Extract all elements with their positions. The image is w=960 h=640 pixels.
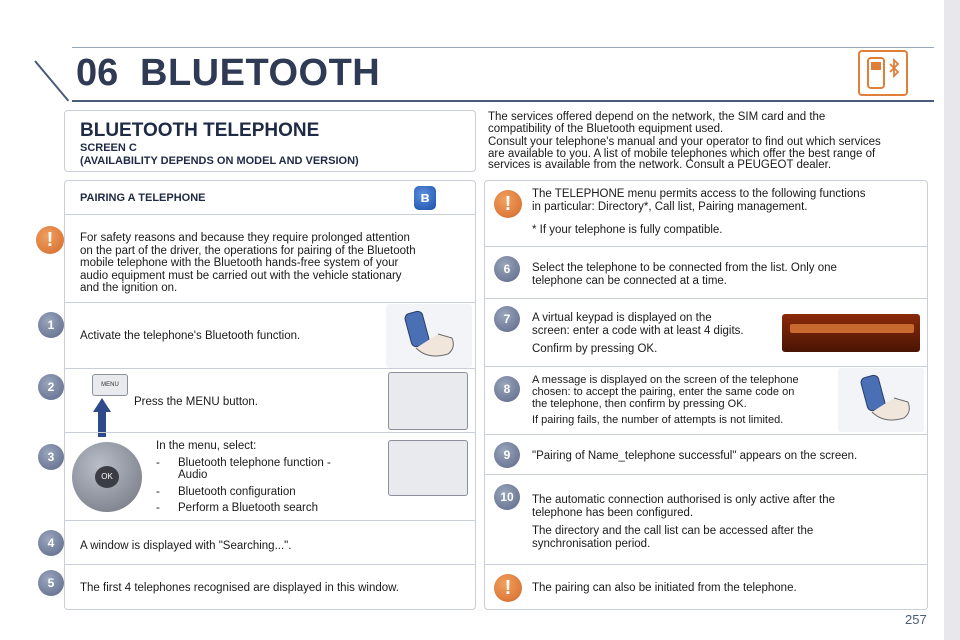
step2-text: Press the MENU button. — [134, 396, 258, 408]
divider — [484, 474, 928, 475]
step10-text — [532, 494, 922, 550]
page-number: 257 — [905, 612, 927, 627]
keypad-digit-row — [790, 324, 914, 333]
pairing-title: PAIRING A TELEPHONE — [80, 192, 206, 204]
ok-label: OK — [95, 466, 119, 488]
text-line: The services offered depend on the network, the SIM card and the — [488, 111, 826, 123]
text-line: synchronisation period. — [532, 537, 651, 550]
step5-text: The first 4 telephones recognised are displayed in this window. — [80, 582, 399, 594]
warning-icon: ! — [36, 226, 64, 254]
divider — [64, 302, 476, 303]
step9-text: "Pairing of Name_telephone successful" appears on the screen. — [532, 450, 858, 462]
subtitle-line: SCREEN C — [80, 142, 137, 154]
warning-icon: ! — [494, 190, 522, 218]
text-line: The TELEPHONE menu permits access to the following functions — [532, 188, 866, 200]
divider — [64, 368, 476, 369]
text-line: screen: enter a code with at least 4 digits. — [532, 324, 744, 337]
text-line: If pairing fails, the number of attempts is not limited. — [532, 414, 784, 426]
step3-intro: In the menu, select: — [156, 440, 257, 452]
step-badge-5: 5 — [38, 570, 64, 596]
divider — [64, 564, 476, 565]
text-line: in particular: Directory*, Call list, Pairing management. — [532, 200, 808, 213]
header-diagonal — [34, 60, 69, 101]
text-line: The automatic connection authorised is only active after the — [532, 494, 836, 506]
text-line: Consult your telephone's manual and your operator to find out which services — [488, 136, 881, 148]
subtitle-line: (AVAILABILITY DEPENDS ON MODEL AND VERSION) — [80, 155, 359, 167]
step7-text — [532, 312, 777, 356]
header-top-rule — [72, 47, 934, 48]
step8-text — [532, 374, 832, 426]
phone-bluetooth-icon — [858, 50, 908, 96]
arrow-shaft — [98, 411, 106, 437]
divider — [484, 298, 928, 299]
text-line: mobile telephone with the Bluetooth hands-free system of your — [80, 257, 399, 269]
phone-in-hand-illustration — [386, 304, 472, 368]
radio-unit-illustration — [388, 440, 468, 496]
step4-text: A window is displayed with "Searching...". — [80, 540, 292, 552]
header-rule — [72, 100, 934, 102]
divider — [64, 432, 476, 433]
text-line: compatibility of the Bluetooth equipment used. — [488, 122, 724, 135]
text-line: Confirm by pressing OK. — [532, 343, 658, 355]
phone-in-hand-illustration — [838, 368, 924, 432]
list-item: - Bluetooth telephone function - — [156, 456, 331, 469]
menu-label: MENU — [101, 382, 119, 388]
bluetooth-icon: ʙ — [414, 186, 436, 210]
warning-icon: ! — [494, 574, 522, 602]
divider — [484, 246, 928, 247]
step1-text: Activate the telephone's Bluetooth function. — [80, 330, 301, 342]
text-line: services is available from the network. Consult a PEUGEOT dealer. — [488, 159, 832, 171]
text-line: the telephone, then confirm by pressing OK. — [532, 398, 747, 410]
section-title: BLUETOOTH TELEPHONE — [80, 120, 320, 141]
step-badge-4: 4 — [38, 530, 64, 556]
virtual-keypad-screen — [782, 314, 920, 352]
section-subtitle — [80, 142, 359, 168]
list-item-text: Audio — [178, 469, 208, 481]
text-line: telephone has been configured. — [532, 506, 694, 519]
list-item-text: Perform a Bluetooth search — [178, 502, 318, 514]
text-line: telephone can be connected at a time. — [532, 274, 728, 287]
list-item: - Perform a Bluetooth search — [156, 502, 318, 514]
step3-text — [156, 440, 376, 515]
text-line: For safety reasons and because they require prolonged attention — [80, 232, 410, 244]
divider — [64, 214, 476, 215]
text-line: A message is displayed on the screen of the telephone — [532, 374, 799, 386]
text-line: are available to you. A list of mobile telephones which offer the best range of — [488, 147, 876, 160]
divider — [484, 564, 928, 565]
intro-text — [488, 112, 938, 172]
text-line: A virtual keypad is displayed on the — [532, 312, 712, 324]
text-line: audio equipment must be carried out with the vehicle stationary — [80, 269, 402, 282]
step6-text — [532, 262, 922, 287]
divider — [484, 366, 928, 367]
text-line: and the ignition on. — [80, 282, 178, 294]
divider — [64, 520, 476, 521]
step-badge-3: 3 — [38, 444, 64, 470]
list-item-text: Bluetooth configuration — [178, 485, 296, 498]
text-line: chosen: to accept the pairing, enter the same code on — [532, 386, 795, 398]
final-note-text: The pairing can also be initiated from the telephone. — [532, 582, 797, 594]
radio-unit-illustration — [388, 372, 468, 430]
step-badge-7: 7 — [494, 306, 520, 332]
text-line: The directory and the call list can be accessed after the — [532, 525, 814, 537]
chapter-title: BLUETOOTH — [140, 52, 381, 94]
step-badge-2: 2 — [38, 374, 64, 400]
list-item-text: Bluetooth telephone function - — [178, 456, 331, 469]
list-item: - Bluetooth configuration — [156, 485, 296, 498]
safety-text — [80, 232, 470, 295]
text-line: Select the telephone to be connected from the list. Only one — [532, 262, 837, 274]
list-item — [156, 469, 376, 482]
footnote-text: * If your telephone is fully compatible. — [532, 224, 723, 236]
step-badge-10: 10 — [494, 484, 520, 510]
step-badge-9: 9 — [494, 442, 520, 468]
arrow-up-icon — [93, 398, 111, 412]
right-margin-rail — [944, 0, 960, 640]
divider — [484, 434, 928, 435]
text-line: on the part of the driver, the operations for pairing of the Bluetooth — [80, 244, 416, 257]
chapter-number: 06 — [76, 52, 119, 94]
menu-button-illustration — [92, 374, 128, 396]
step-badge-8: 8 — [494, 376, 520, 402]
step-badge-6: 6 — [494, 256, 520, 282]
step-badge-1: 1 — [38, 312, 64, 338]
menu-note-text — [532, 188, 922, 213]
